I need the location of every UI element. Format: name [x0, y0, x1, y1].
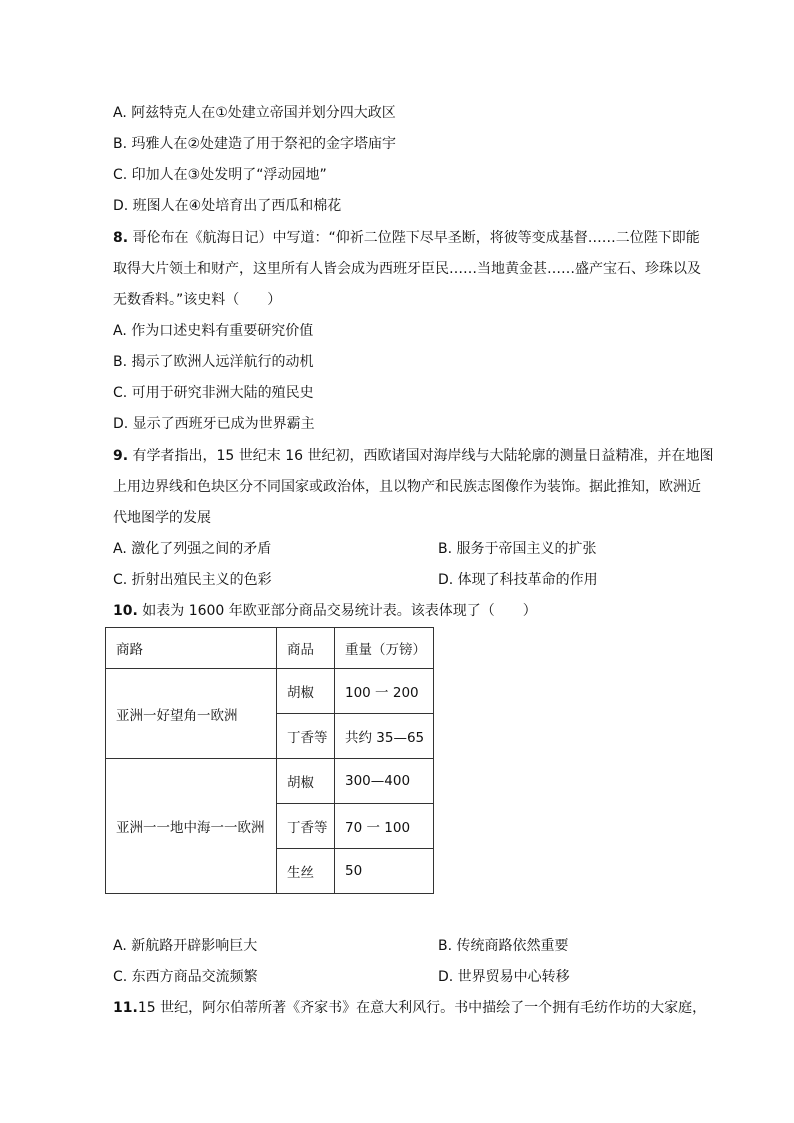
q7-option-b: B. 玛雅人在②处建造了用于祭祀的金字塔庙宇 [113, 136, 397, 152]
q9-option-c: C. 折射出殖民主义的色彩 [113, 572, 272, 588]
q9-stem-line-1 [113, 446, 714, 466]
q8-stem-line-1 [113, 228, 700, 248]
q11-stem [113, 998, 706, 1018]
q7-option-d: D. 班图人在④处培育出了西瓜和棉花 [113, 198, 342, 214]
goods-cell: 生丝 [277, 849, 335, 894]
q10-option-c: C. 东西方商品交流频繁 [113, 969, 258, 985]
q8-option-b: B. 揭示了欧洲人远洋航行的动机 [113, 354, 314, 370]
q8-option-a: A. 作为口述史料有重要研究价值 [113, 323, 314, 339]
table-row [106, 759, 434, 804]
q9-option-d: D. 体现了科技革命的作用 [438, 572, 598, 588]
q10-number: 10. [113, 603, 138, 619]
q10-option-a: A. 新航路开辟影响巨大 [113, 938, 258, 954]
q9-stem-line-2: 上用边界线和色块区分不同国家或政治体，且以物产和民族志图像作为装饰。据此推知，欧洲近 [113, 479, 701, 495]
q11-number: 11. [113, 1000, 138, 1016]
q9-stem-text-1: 有学者指出，15 世纪末 16 世纪初，西欧诸国对海岸线与大陆轮廓的测量日益精准，并在地图 [132, 448, 714, 464]
q10-option-d: D. 世界贸易中心转移 [438, 969, 570, 985]
q7-option-c: C. 印加人在③处发明了“浮动园地” [113, 167, 327, 183]
q9-option-b: B. 服务于帝国主义的扩张 [438, 541, 597, 557]
weight-cell: 300—400 [335, 759, 434, 804]
table-row [106, 669, 434, 714]
goods-cell: 丁香等 [277, 714, 335, 759]
q8-number: 8. [113, 230, 129, 246]
weight-cell: 100 一 200 [335, 669, 434, 714]
weight-cell: 50 [335, 849, 434, 894]
weight-cell: 70 一 100 [335, 804, 434, 849]
goods-cell: 胡椒 [277, 759, 335, 804]
q10-stem [113, 601, 537, 621]
q9-stem-line-3: 代地图学的发展 [113, 510, 211, 526]
q9-number: 9. [113, 448, 129, 464]
header-route: 商路 [106, 628, 277, 669]
q8-option-c: C. 可用于研究非洲大陆的殖民史 [113, 385, 314, 401]
q10-stem-text: 如表为 1600 年欧亚部分商品交易统计表。该表体现了（ ） [142, 603, 537, 619]
weight-cell: 共约 35—65 [335, 714, 434, 759]
goods-cell: 胡椒 [277, 669, 335, 714]
q8-option-d: D. 显示了西班牙已成为世界霸主 [113, 416, 315, 432]
header-goods: 商品 [277, 628, 335, 669]
q11-stem-text: 15 世纪，阿尔伯蒂所著《齐家书》在意大利风行。书中描绘了一个拥有毛纺作坊的大家庭， [137, 1000, 707, 1016]
q10-option-b: B. 传统商路依然重要 [438, 938, 569, 954]
q9-option-a: A. 激化了列强之间的矛盾 [113, 541, 272, 557]
header-weight: 重量（万镑） [335, 628, 434, 669]
q8-stem-line-3: 无数香料。”该史料（ ） [113, 292, 282, 308]
table-header-row [106, 628, 434, 669]
q7-option-a: A. 阿兹特克人在①处建立帝国并划分四大政区 [113, 105, 396, 121]
goods-cell: 丁香等 [277, 804, 335, 849]
q8-stem-line-2: 取得大片领土和财产，这里所有人皆会成为西班牙臣民……当地黄金甚……盛产宝石、珍珠以及 [113, 261, 701, 277]
route-mediterranean: 亚洲一一地中海一一欧洲 [106, 759, 277, 894]
q8-stem-text-1: 哥伦布在《航海日记）中写道：“仰祈二位陛下尽早圣断，将彼等变成基督……二位陛下即能 [132, 230, 700, 246]
trade-statistics-table [105, 627, 434, 894]
route-cape-of-good-hope: 亚洲一好望角一欧洲 [106, 669, 277, 759]
